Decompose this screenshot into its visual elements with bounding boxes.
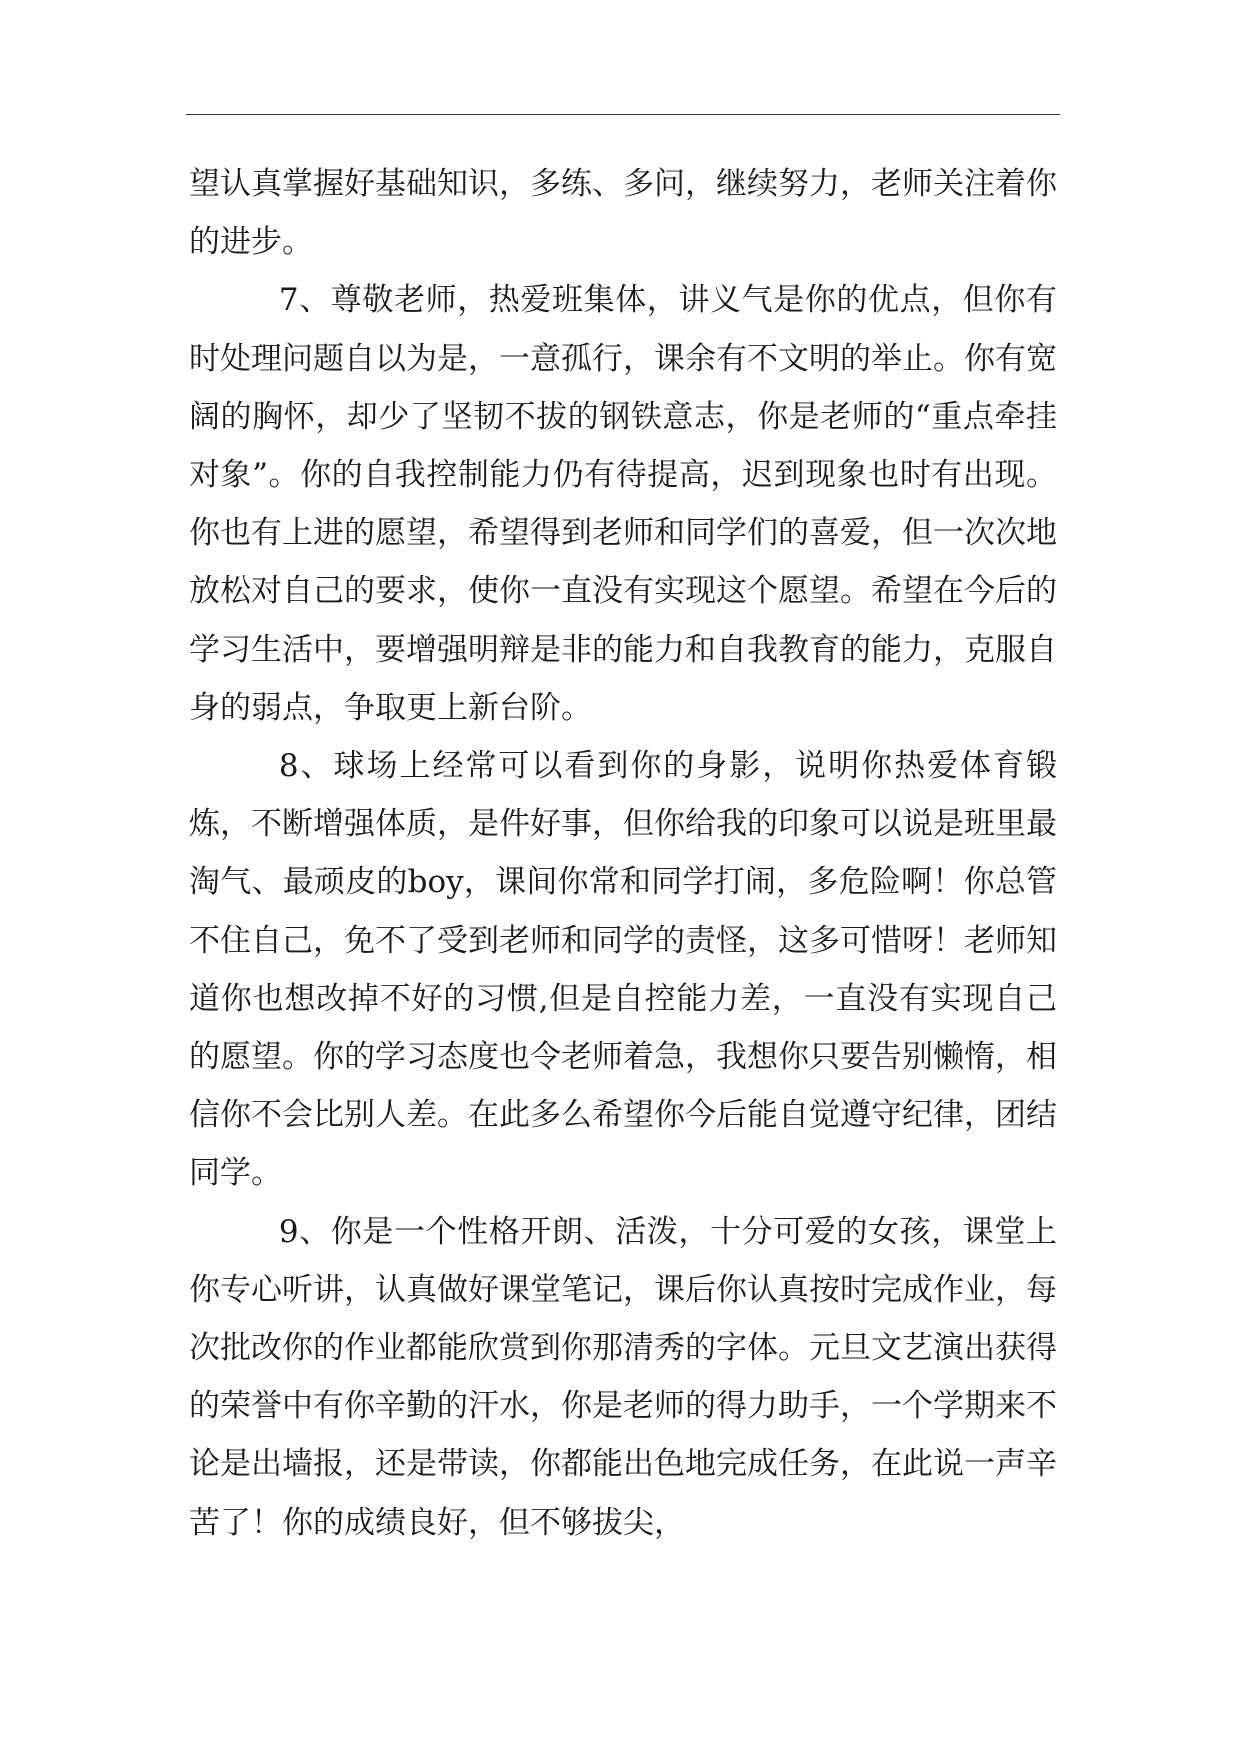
paragraph-item-7: 7、尊敬老师，热爱班集体，讲义气是你的优点，但你有时处理问题自以为是，一意孤行，课余有不文明的举止。你有宽阔的胸怀，却少了坚韧不拔的钢铁意志，你是老师的“重点牵挂对象”。你的自我控制能力仍有待提高，迟到现象也时有出现。你也有上进的愿望，希望得到老师和同学们的喜爱，但一次次地放松对自己的要求，使你一直没有实现这个愿望。希望在今后的学习生活中，要增强明辩是非的能力和自我教育的能力，克服自身的弱点，争取更上新台阶。 xyxy=(189,282,1057,726)
paragraph-continuation: 望认真掌握好基础知识，多练、多问，继续努力，老师关注着你的进步。 xyxy=(189,166,1057,261)
document-body xyxy=(189,155,1057,1552)
paragraph-item-9: 9、你是一个性格开朗、活泼，十分可爱的女孩，课堂上你专心听讲，认真做好课堂笔记，课后你认真按时完成作业，每次批改你的作业都能欣赏到你那清秀的字体。元旦文艺演出获得的荣誉中有你辛勤的汗水，你是老师的得力助手，一个学期来不论是出墙报，还是带读，你都能出色地完成任务，在此说一声辛苦了！你的成绩良好，但不够拔尖， xyxy=(189,1213,1057,1541)
paragraph-item-8: 8、球场上经常可以看到你的身影，说明你热爱体育锻炼，不断增强体质，是件好事，但你给我的印象可以说是班里最淘气、最顽皮的boy，课间你常和同学打闹，多危险啊！你总管不住自己，免不了受到老师和同学的责怪，这多可惜呀！老师知道你也想改掉不好的习惯,但是自控能力差，一直没有实现自己的愿望。你的学习态度也令老师着急，我想你只要告别懒惰，相信你不会比别人差。在此多么希望你今后能自觉遵守纪律，团结同学。 xyxy=(189,748,1057,1192)
header-rule xyxy=(186,114,1060,115)
